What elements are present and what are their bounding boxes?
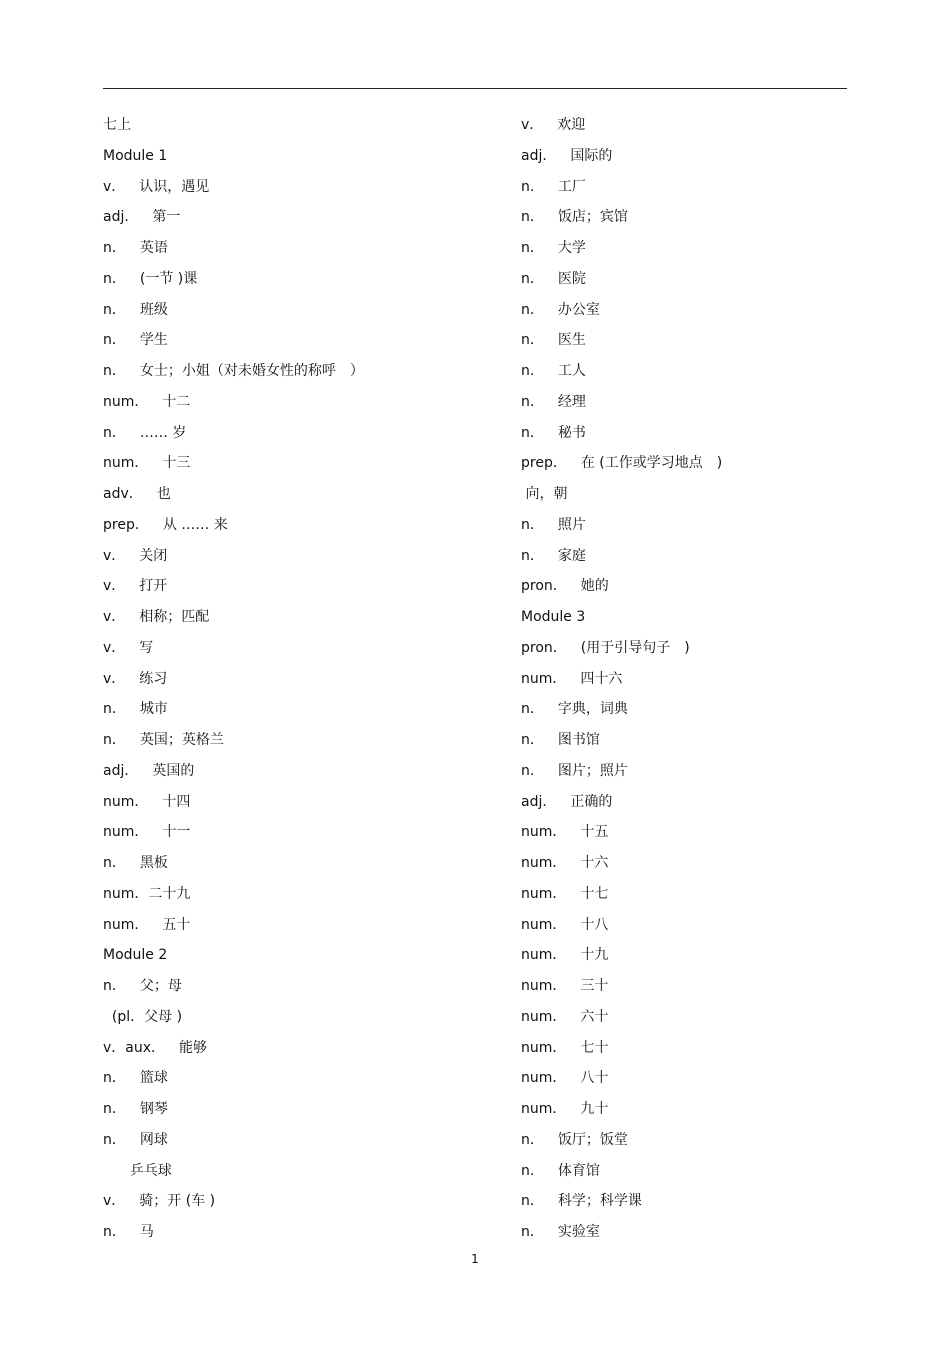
part-of-speech: n． [521,270,544,287]
vocab-entry [103,325,483,356]
gloss-text: 欢迎 [557,117,586,133]
gloss-text: 练习 [139,670,168,687]
part-of-speech: v． [103,547,126,564]
vocab-entry [103,633,483,664]
heading-text: Module 1 [103,147,168,164]
gloss-text: 工厂 [557,178,586,195]
gloss-text: 学生 [139,332,168,349]
vocab-entry [103,817,483,848]
gloss-text: 女士；小姐（对未婚女性的称呼 ） [139,363,364,379]
vocab-entry [103,418,483,449]
vocab-entry [103,479,483,510]
part-of-speech: n． [103,1131,126,1148]
part-of-speech: v． [103,639,126,656]
vocab-entry [103,510,483,541]
vocab-entry [103,848,483,879]
heading-text: Module 3 [521,609,586,625]
gloss-text: 十一 [162,824,191,841]
vocab-entry [521,541,851,572]
gloss-text: 图书馆 [557,732,600,748]
vocab-entry [521,571,851,602]
section-heading [103,141,483,172]
vocab-entry [103,1186,483,1217]
vocab-entry [521,1156,851,1187]
vocab-entry [103,264,483,295]
gloss-text: 医院 [557,270,586,287]
section-heading [103,940,483,971]
gloss-text: 经理 [557,393,586,410]
part-of-speech: adj． [103,762,139,779]
gloss-text: 从 …… 来 [162,516,228,533]
vocab-entry [521,418,851,449]
gloss-text: 照片 [557,516,586,533]
vocab-entry [103,233,483,264]
part-of-speech: n． [521,363,544,379]
part-of-speech: num． [521,978,567,994]
gloss-text: 字典，词典 [557,701,628,718]
vocab-entry [103,448,483,479]
vocab-entry [521,387,851,418]
gloss-text: 关闭 [139,547,168,564]
part-of-speech: n． [521,1193,544,1210]
gloss-text: 五十 [162,916,191,933]
vocab-entry [521,202,851,233]
part-of-speech: n． [103,701,126,718]
part-of-speech: num． [103,455,149,472]
gloss-text: 医生 [557,332,586,349]
part-of-speech: n． [521,178,544,195]
gloss-text: 十七 [580,885,609,902]
part-of-speech: num． [103,916,149,933]
gloss-text: 实验室 [557,1224,600,1240]
gloss-text: 英国；英格兰 [139,732,224,748]
vocab-entry [521,1217,851,1248]
vocab-entry [521,233,851,264]
vocab-entry [521,694,851,725]
vocab-entry [521,940,851,971]
part-of-speech: adj． [521,147,557,164]
part-of-speech: n． [103,301,126,318]
part-of-speech: v． [103,178,126,195]
vocab-entry [521,141,851,172]
gloss-text: 二十九 [148,885,191,902]
vocab-entry [521,664,851,695]
gloss-text: 秘书 [557,424,586,441]
part-of-speech: n． [521,732,544,748]
vocab-entry [521,756,851,787]
vocab-entry [521,448,851,479]
part-of-speech: num． [521,916,567,933]
part-of-speech: adj． [103,209,139,226]
gloss-text: 十六 [580,855,609,871]
vocab-entry [103,879,483,910]
part-of-speech: n． [103,424,126,441]
vocab-entry [521,910,851,941]
gloss-text: 也 [156,486,171,502]
gloss-text: 六十 [580,1008,609,1025]
gloss-text: 国际的 [570,147,613,164]
part-of-speech: num． [103,793,149,810]
vocab-entry [521,510,851,541]
vocab-entry [521,725,851,756]
part-of-speech: num． [521,947,567,964]
part-of-speech: n． [103,855,126,871]
part-of-speech: n． [103,732,126,748]
part-of-speech: num． [521,1070,567,1087]
part-of-speech: prep． [521,455,567,472]
gloss-text: 三十 [580,978,609,994]
gloss-text: 十二 [162,393,191,410]
part-of-speech: n． [521,701,544,718]
gloss-text: 马 [139,1224,154,1240]
part-of-speech: num． [521,670,567,687]
part-of-speech: n． [103,1224,126,1240]
gloss-text: (一节 )课 [139,270,198,287]
vocab-entry [103,356,483,387]
vocab-entry [521,479,851,510]
vocab-entry [103,541,483,572]
gloss-text: 十八 [580,916,609,933]
gloss-text: 城市 [139,701,168,718]
part-of-speech: n． [521,240,544,256]
gloss-text: 十四 [162,793,191,810]
part-of-speech: n． [103,978,126,994]
vocab-entry [521,110,851,141]
vocab-entry [521,1125,851,1156]
vocab-entry [103,694,483,725]
page-number: 1 [471,1252,479,1266]
heading-text: 七上 [103,117,131,133]
gloss-text: 大学 [557,240,586,256]
right-column [521,110,851,1248]
part-of-speech: n． [521,762,544,779]
part-of-speech: num． [521,1039,567,1056]
vocab-entry [521,1033,851,1064]
gloss-text: 八十 [580,1070,609,1087]
part-of-speech: n． [103,270,126,287]
section-heading [521,602,851,633]
vocab-entry [521,848,851,879]
gloss-text: 英国的 [152,762,195,779]
part-of-speech: n． [521,209,544,226]
part-of-speech: adv． [103,486,143,502]
gloss-text: 七十 [580,1039,609,1056]
gloss-text: 图片；照片 [557,762,628,779]
vocab-entry [103,571,483,602]
vocab-entry [103,387,483,418]
gloss-text: 向，朝 [521,486,568,502]
gloss-text: 科学；科学课 [557,1193,642,1210]
part-of-speech: v． [103,609,126,625]
part-of-speech: num． [103,393,149,410]
gloss-text: (用于引导句子 ) [580,639,690,656]
vocab-entry [521,1063,851,1094]
gloss-text: 能够 [179,1039,208,1056]
vocab-entry [103,1002,483,1033]
gloss-text: (pl．父母 ) [103,1008,183,1025]
vocab-entry [103,1217,483,1248]
gloss-text: 网球 [139,1131,168,1148]
gloss-text: 工人 [557,363,586,379]
vocab-entry [103,202,483,233]
vocab-entry [103,1156,483,1187]
gloss-text: 乒乓球 [103,1162,172,1179]
part-of-speech: n． [521,424,544,441]
gloss-text: 十九 [580,947,609,964]
gloss-text: 正确的 [570,793,613,810]
gloss-text: 班级 [139,301,168,318]
gloss-text: 家庭 [557,547,586,564]
gloss-text: 骑；开 (车 ) [139,1193,216,1210]
gloss-text: 十三 [162,455,191,472]
gloss-text: …… 岁 [139,424,187,441]
vocab-entry [103,1033,483,1064]
part-of-speech: num． [521,885,567,902]
vocab-entry [103,1125,483,1156]
vocab-entry [521,1002,851,1033]
vocab-entry [103,602,483,633]
gloss-text: 办公室 [557,301,600,318]
gloss-text: 第一 [152,209,181,226]
part-of-speech: num． [103,824,149,841]
vocab-entry [103,1063,483,1094]
vocab-entry [103,295,483,326]
gloss-text: 篮球 [139,1070,168,1087]
vocab-entry [521,172,851,203]
vocab-entry [103,664,483,695]
vocab-entry [103,1094,483,1125]
part-of-speech: num． [521,1101,567,1117]
vocab-entry [521,1094,851,1125]
header-rule [103,88,847,89]
part-of-speech: num． [521,855,567,871]
vocab-entry [521,295,851,326]
part-of-speech: num． [521,1008,567,1025]
gloss-text: 十五 [580,824,609,841]
part-of-speech: n． [103,1101,126,1117]
vocab-entry [521,1186,851,1217]
gloss-text: 黑板 [139,855,168,871]
part-of-speech: n． [521,1224,544,1240]
part-of-speech: v． [103,1193,126,1210]
part-of-speech: adj． [521,793,557,810]
part-of-speech: n． [521,1131,544,1148]
gloss-text: 九十 [580,1101,609,1117]
part-of-speech: n． [521,301,544,318]
part-of-speech: n． [521,1162,544,1179]
part-of-speech: num． [103,885,149,902]
part-of-speech: n． [521,332,544,349]
vocab-entry [521,971,851,1002]
vocab-entry [521,325,851,356]
part-of-speech: v． [521,117,544,133]
part-of-speech: n． [103,363,126,379]
part-of-speech: prep． [103,516,149,533]
part-of-speech: num． [521,824,567,841]
vocab-entry [103,725,483,756]
gloss-text: 四十六 [580,670,623,687]
part-of-speech: v． [103,670,126,687]
gloss-text: 英语 [139,240,168,256]
gloss-text: 写 [139,639,154,656]
vocab-entry [521,356,851,387]
vocab-entry [521,879,851,910]
gloss-text: 父；母 [139,978,182,994]
part-of-speech: n． [103,1070,126,1087]
section-heading [103,110,483,141]
vocab-entry [103,910,483,941]
gloss-text: 相称；匹配 [139,609,210,625]
part-of-speech: v． [103,578,126,595]
vocab-entry [103,756,483,787]
part-of-speech: n． [521,547,544,564]
vocab-entry [103,172,483,203]
part-of-speech: pron． [521,578,567,595]
part-of-speech: pron． [521,639,567,656]
vocab-entry [521,264,851,295]
heading-text: Module 2 [103,947,168,964]
left-column [103,110,483,1248]
part-of-speech: n． [103,240,126,256]
vocab-entry [521,787,851,818]
gloss-text: 体育馆 [557,1162,600,1179]
gloss-text: 钢琴 [139,1101,168,1117]
vocab-entry [103,787,483,818]
gloss-text: 她的 [580,578,609,595]
gloss-text: 认识，遇见 [139,178,210,195]
part-of-speech: n． [103,332,126,349]
gloss-text: 打开 [139,578,168,595]
gloss-text: 在 (工作或学习地点 ) [580,455,723,472]
vocab-entry [521,817,851,848]
part-of-speech: n． [521,516,544,533]
gloss-text: 饭店；宾馆 [557,209,628,226]
part-of-speech: n． [521,393,544,410]
part-of-speech: v．aux． [103,1039,166,1056]
vocab-entry [103,971,483,1002]
vocab-entry [521,633,851,664]
gloss-text: 饭厅；饭堂 [557,1131,628,1148]
